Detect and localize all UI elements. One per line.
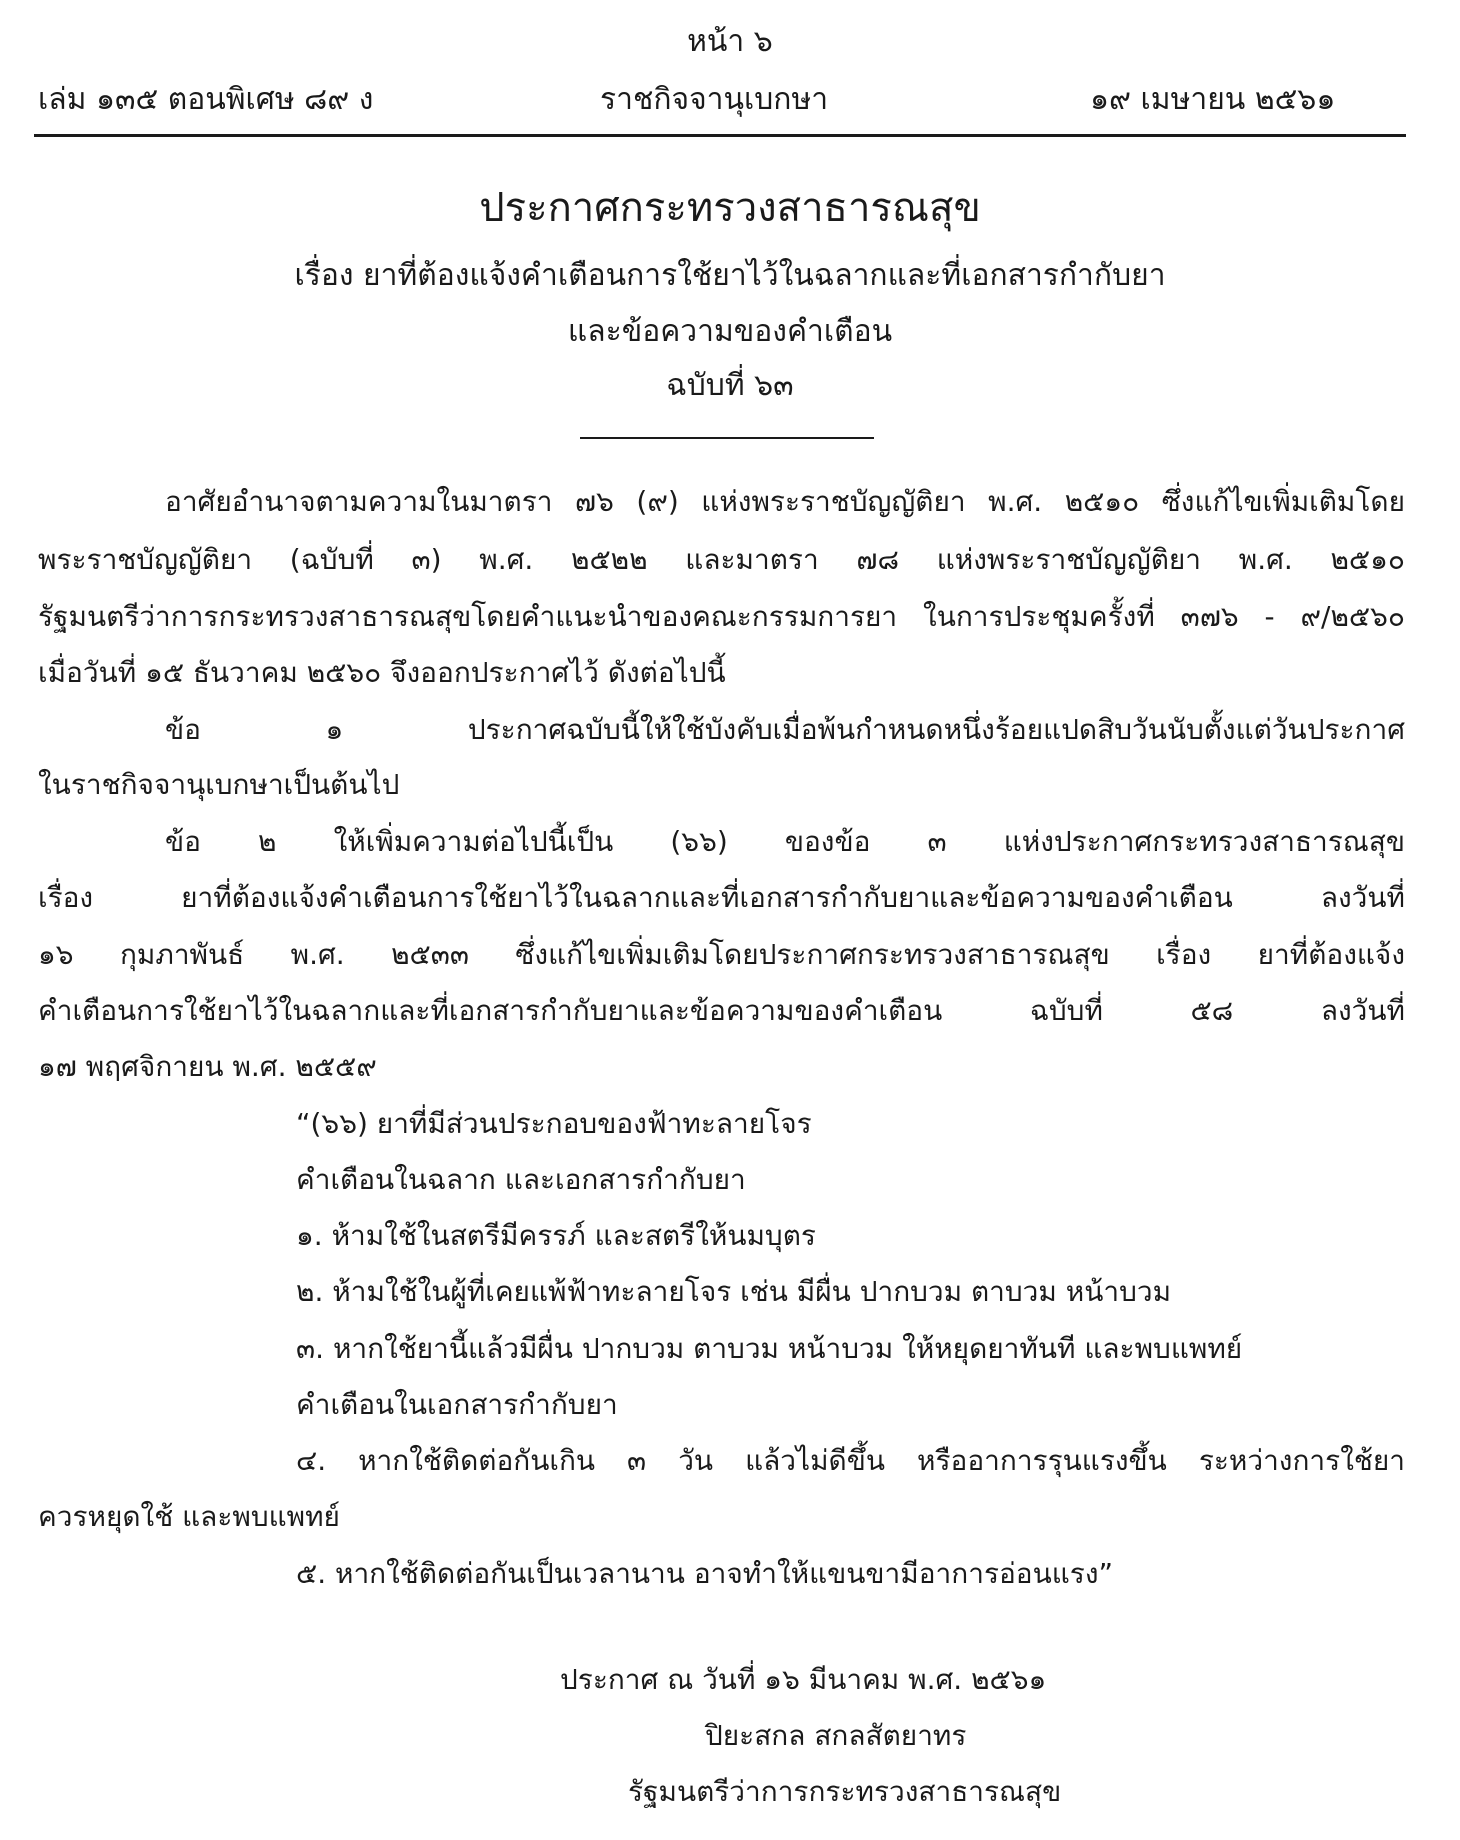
warning-item-2: ๒. ห้ามใช้ในผู้ที่เคยแพ้ฟ้าทะลายโจร เช่น มีผื่น ปากบวม ตาบวม หน้าบวม bbox=[296, 1275, 1172, 1308]
warning-item-3: ๓. หากใช้ยานี้แล้วมีผื่น ปากบวม ตาบวม หน้าบวม ให้หยุดยาทันที และพบแพทย์ bbox=[296, 1332, 1243, 1365]
page-number: หน้า ๖ bbox=[687, 24, 773, 59]
title-divider bbox=[580, 437, 874, 439]
preamble-line-1: อาศัยอำนาจตามความในมาตรา ๗๖ (๙) แห่งพระราชบัญญัติยา พ.ศ. ๒๕๑๐ ซึ่งแก้ไขเพิ่มเติมโดย bbox=[165, 485, 1405, 518]
clause-2-line-2: เรื่อง ยาที่ต้องแจ้งคำเตือนการใช้ยาไว้ในฉลากและที่เอกสารกำกับยาและข้อความของคำเตือน ลงวันที่ bbox=[38, 881, 1405, 914]
clause-2-line-5: ๑๗ พฤศจิกายน พ.ศ. ๒๕๕๙ bbox=[38, 1050, 377, 1083]
document-title: ประกาศกระทรวงสาธารณสุข bbox=[479, 185, 981, 231]
header-divider bbox=[34, 134, 1406, 137]
preamble-line-2: พระราชบัญญัติยา (ฉบับที่ ๓) พ.ศ. ๒๕๒๒ และมาตรา ๗๘ แห่งพระราชบัญญัติยา พ.ศ. ๒๕๑๐ bbox=[38, 543, 1405, 576]
quote-heading: “(๖๖) ยาที่มีส่วนประกอบของฟ้าทะลายโจร bbox=[296, 1107, 812, 1140]
gazette-volume: เล่ม ๑๓๕ ตอนพิเศษ ๘๙ ง bbox=[38, 82, 374, 117]
signatory-position: รัฐมนตรีว่าการกระทรวงสาธารณสุข bbox=[628, 1775, 1062, 1808]
subject-line-1: เรื่อง ยาที่ต้องแจ้งคำเตือนการใช้ยาไว้ในฉลากและที่เอกสารกำกับยา bbox=[294, 258, 1166, 293]
clause-1-line-1: ข้อ ๑ ประกาศฉบับนี้ให้ใช้บังคับเมื่อพ้นกำหนดหนึ่งร้อยแปดสิบวันนับตั้งแต่วันประกาศ bbox=[165, 713, 1405, 746]
gazette-date: ๑๙ เมษายน ๒๕๖๑ bbox=[1090, 82, 1336, 117]
clause-2-line-4: คำเตือนการใช้ยาไว้ในฉลากและที่เอกสารกำกับยาและข้อความของคำเตือน ฉบับที่ ๕๘ ลงวันที่ bbox=[38, 994, 1405, 1027]
warning-item-1: ๑. ห้ามใช้ในสตรีมีครรภ์ และสตรีให้นมบุตร bbox=[296, 1219, 816, 1252]
clause-2-line-3: ๑๖ กุมภาพันธ์ พ.ศ. ๒๕๓๓ ซึ่งแก้ไขเพิ่มเติมโดยประกาศกระทรวงสาธารณสุข เรื่อง ยาที่ต้องแจ้ง bbox=[38, 938, 1405, 971]
warning-item-4-line-1: ๔. หากใช้ติดต่อกันเกิน ๓ วัน แล้วไม่ดีขึ้น หรืออาการรุนแรงขึ้น ระหว่างการใช้ยา bbox=[296, 1444, 1405, 1477]
gazette-name: ราชกิจจานุเบกษา bbox=[600, 82, 829, 117]
quote-label-leaflet: คำเตือนในเอกสารกำกับยา bbox=[296, 1388, 618, 1421]
preamble-line-4: เมื่อวันที่ ๑๕ ธันวาคม ๒๕๖๐ จึงออกประกาศไว้ ดังต่อไปนี้ bbox=[38, 656, 726, 689]
warning-item-4-line-2: ควรหยุดใช้ และพบแพทย์ bbox=[38, 1500, 340, 1533]
subject-line-2: และข้อความของคำเตือน bbox=[567, 314, 893, 349]
issue-number: ฉบับที่ ๖๓ bbox=[666, 368, 794, 403]
clause-2-line-1: ข้อ ๒ ให้เพิ่มความต่อไปนี้เป็น (๖๖) ของข้อ ๓ แห่งประกาศกระทรวงสาธารณสุข bbox=[165, 825, 1405, 858]
signatory-name: ปิยะสกล สกลสัตยาทร bbox=[705, 1719, 967, 1752]
clause-1-line-2: ในราชกิจจานุเบกษาเป็นต้นไป bbox=[38, 768, 400, 801]
warning-item-5: ๕. หากใช้ติดต่อกันเป็นเวลานาน อาจทำให้แขนขามีอาการอ่อนแรง” bbox=[296, 1557, 1114, 1590]
preamble-line-3: รัฐมนตรีว่าการกระทรวงสาธารณสุขโดยคำแนะนำของคณะกรรมการยา ในการประชุมครั้งที่ ๓๗๖ - ๙/๒๕๖๐ bbox=[38, 600, 1405, 633]
quote-label-label-and-leaflet: คำเตือนในฉลาก และเอกสารกำกับยา bbox=[296, 1163, 746, 1196]
announcement-date: ประกาศ ณ วันที่ ๑๖ มีนาคม พ.ศ. ๒๕๖๑ bbox=[560, 1663, 1047, 1696]
